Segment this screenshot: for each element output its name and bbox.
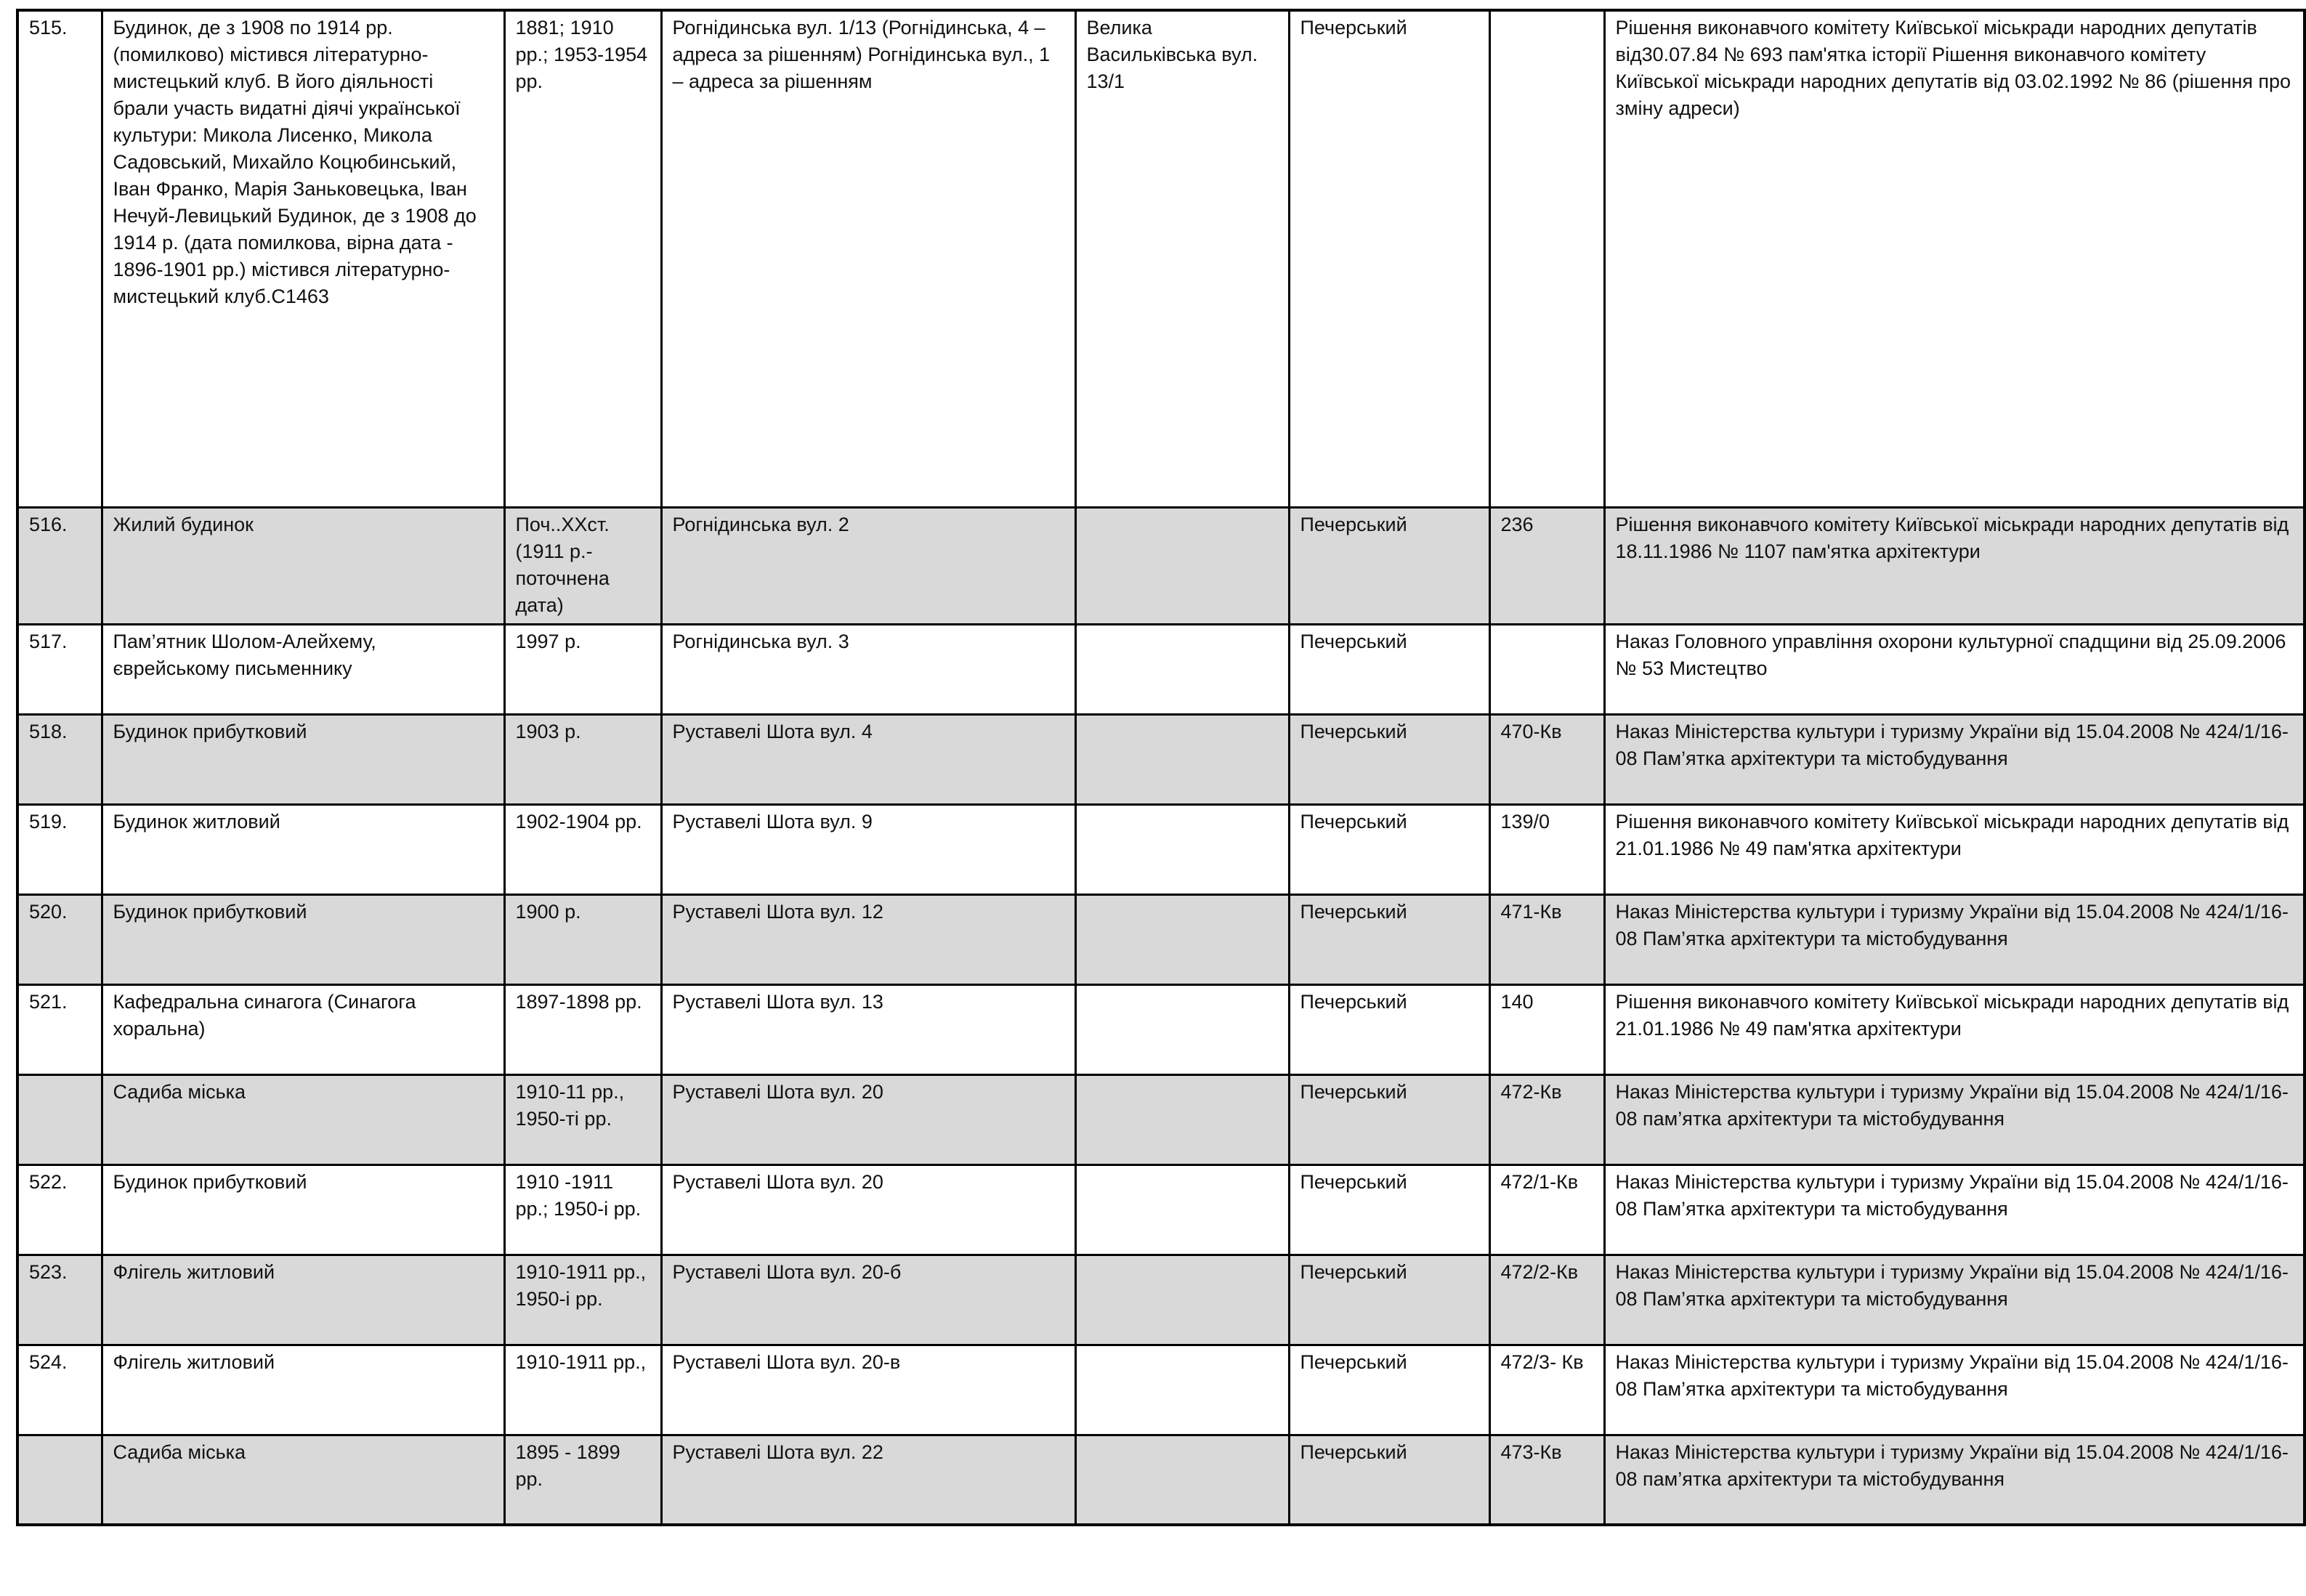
table-body bbox=[17, 10, 2305, 1525]
date-cell: Поч..ХХст. (1911 р.-поточнена дата) bbox=[504, 507, 661, 624]
address-alt-cell bbox=[1075, 507, 1289, 624]
object-name: Будинок житловий bbox=[102, 804, 504, 894]
protection-number-cell: 471-Кв bbox=[1489, 894, 1604, 984]
date-cell: 1910-11 рр., 1950-ті рр. bbox=[504, 1074, 661, 1164]
table-row bbox=[17, 624, 2305, 714]
table-row bbox=[17, 1435, 2305, 1525]
table-row bbox=[17, 984, 2305, 1074]
object-name: Флігель житловий bbox=[102, 1255, 504, 1345]
decision-cell: Наказ Міністерства культури і туризму України від 15.04.2008 № 424/1/16-08 Пам’ятка архітектури та містобудування bbox=[1604, 714, 2305, 804]
protection-number-cell: 472/3- Кв bbox=[1489, 1345, 1604, 1435]
row-number: 519. bbox=[17, 804, 102, 894]
address-alt-cell bbox=[1075, 1074, 1289, 1164]
protection-number-cell: 139/0 bbox=[1489, 804, 1604, 894]
row-number: 520. bbox=[17, 894, 102, 984]
row-number: 521. bbox=[17, 984, 102, 1074]
decision-cell: Рішення виконавчого комітету Київської міськради народних депутатів від 18.11.1986 № 1107 пам'ятка архітектури bbox=[1604, 507, 2305, 624]
district-cell: Печерський bbox=[1289, 1164, 1489, 1255]
address-alt-cell bbox=[1075, 624, 1289, 714]
address-cell: Руставелі Шота вул. 4 bbox=[661, 714, 1075, 804]
object-name: Садиба міська bbox=[102, 1435, 504, 1525]
row-number: 524. bbox=[17, 1345, 102, 1435]
address-cell: Рогнідинська вул. 2 bbox=[661, 507, 1075, 624]
decision-cell: Наказ Міністерства культури і туризму України від 15.04.2008 № 424/1/16-08 Пам’ятка архітектури та містобудування bbox=[1604, 1255, 2305, 1345]
district-cell: Печерський bbox=[1289, 507, 1489, 624]
address-alt-cell bbox=[1075, 1435, 1289, 1525]
address-alt-cell bbox=[1075, 984, 1289, 1074]
date-cell: 1902-1904 рр. bbox=[504, 804, 661, 894]
decision-cell: Наказ Міністерства культури і туризму України від 15.04.2008 № 424/1/16-08 Пам’ятка архітектури та містобудування bbox=[1604, 1164, 2305, 1255]
address-alt-cell: Велика Васильківська вул. 13/1 bbox=[1075, 10, 1289, 507]
date-cell: 1910-1911 рр., 1950-і рр. bbox=[504, 1255, 661, 1345]
address-alt-cell bbox=[1075, 1164, 1289, 1255]
district-cell: Печерський bbox=[1289, 804, 1489, 894]
address-cell: Руставелі Шота вул. 20 bbox=[661, 1164, 1075, 1255]
object-name: Будинок прибутковий bbox=[102, 894, 504, 984]
address-alt-cell bbox=[1075, 714, 1289, 804]
district-cell: Печерський bbox=[1289, 1255, 1489, 1345]
decision-cell: Наказ Міністерства культури і туризму України від 15.04.2008 № 424/1/16-08 пам’ятка архітектури та містобудування bbox=[1604, 1435, 2305, 1525]
object-name: Будинок прибутковий bbox=[102, 1164, 504, 1255]
row-number: 522. bbox=[17, 1164, 102, 1255]
protection-number-cell: 472/1-Кв bbox=[1489, 1164, 1604, 1255]
district-cell: Печерський bbox=[1289, 894, 1489, 984]
row-number bbox=[17, 1435, 102, 1525]
district-cell: Печерський bbox=[1289, 1435, 1489, 1525]
protection-number-cell: 472-Кв bbox=[1489, 1074, 1604, 1164]
row-number: 516. bbox=[17, 507, 102, 624]
district-cell: Печерський bbox=[1289, 1345, 1489, 1435]
monuments-registry-table bbox=[16, 9, 2306, 1526]
date-cell: 1900 р. bbox=[504, 894, 661, 984]
decision-cell: Наказ Головного управління охорони культурної спадщини від 25.09.2006 № 53 Мистецтво bbox=[1604, 624, 2305, 714]
protection-number-cell: 470-Кв bbox=[1489, 714, 1604, 804]
protection-number-cell: 236 bbox=[1489, 507, 1604, 624]
table-row bbox=[17, 10, 2305, 507]
address-cell: Руставелі Шота вул. 22 bbox=[661, 1435, 1075, 1525]
address-cell: Руставелі Шота вул. 9 bbox=[661, 804, 1075, 894]
table-row bbox=[17, 1164, 2305, 1255]
protection-number-cell bbox=[1489, 624, 1604, 714]
object-name: Жилий будинок bbox=[102, 507, 504, 624]
document-page bbox=[16, 9, 2303, 1526]
protection-number-cell: 140 bbox=[1489, 984, 1604, 1074]
table-row bbox=[17, 1074, 2305, 1164]
decision-cell: Рішення виконавчого комітету Київської міськради народних депутатів від 21.01.1986 № 49 пам'ятка архітектури bbox=[1604, 984, 2305, 1074]
table-row bbox=[17, 804, 2305, 894]
decision-cell: Рішення виконавчого комітету Київської міськради народних депутатів від 21.01.1986 № 49 пам'ятка архітектури bbox=[1604, 804, 2305, 894]
protection-number-cell: 473-Кв bbox=[1489, 1435, 1604, 1525]
decision-cell: Наказ Міністерства культури і туризму України від 15.04.2008 № 424/1/16-08 Пам’ятка архітектури та містобудування bbox=[1604, 894, 2305, 984]
district-cell: Печерський bbox=[1289, 1074, 1489, 1164]
address-cell: Руставелі Шота вул. 20-б bbox=[661, 1255, 1075, 1345]
row-number: 517. bbox=[17, 624, 102, 714]
district-cell: Печерський bbox=[1289, 10, 1489, 507]
object-name: Садиба міська bbox=[102, 1074, 504, 1164]
object-name: Будинок, де з 1908 по 1914 рр. (помилково) містився літературно-мистецький клуб. В його діяльності брали участь видатні діячі української культури: Микола Лисенко, Микола Садовський, Михайло Коцюбинський, Іван Франко, Марія Заньковецька, Іван Нечуй-Левицький Будинок, де з 1908 до 1914 р. (дата помилкова, вірна дата - 1896-1901 рр.) містився літературно-мистецький клуб.С1463 bbox=[102, 10, 504, 507]
address-cell: Рогнідинська вул. 1/13 (Рогнідинська, 4 – адреса за рішенням) Рогнідинська вул., 1 – адреса за рішенням bbox=[661, 10, 1075, 507]
address-cell: Руставелі Шота вул. 13 bbox=[661, 984, 1075, 1074]
protection-number-cell bbox=[1489, 10, 1604, 507]
table-row bbox=[17, 894, 2305, 984]
protection-number-cell: 472/2-Кв bbox=[1489, 1255, 1604, 1345]
address-cell: Руставелі Шота вул. 20-в bbox=[661, 1345, 1075, 1435]
object-name: Кафедральна синагога (Синагога хоральна) bbox=[102, 984, 504, 1074]
date-cell: 1903 р. bbox=[504, 714, 661, 804]
table-row bbox=[17, 1345, 2305, 1435]
date-cell: 1897-1898 рр. bbox=[504, 984, 661, 1074]
object-name: Флігель житловий bbox=[102, 1345, 504, 1435]
address-cell: Руставелі Шота вул. 20 bbox=[661, 1074, 1075, 1164]
decision-cell: Рішення виконавчого комітету Київської міськради народних депутатів від30.07.84 № 693 пам'ятка історії Рішення виконавчого комітету Київської міськради народних депутатів від 03.02.1992 № 86 (рішення про зміну адреси) bbox=[1604, 10, 2305, 507]
date-cell: 1895 - 1899 рр. bbox=[504, 1435, 661, 1525]
address-cell: Руставелі Шота вул. 12 bbox=[661, 894, 1075, 984]
address-alt-cell bbox=[1075, 894, 1289, 984]
address-alt-cell bbox=[1075, 1255, 1289, 1345]
date-cell: 1910 -1911 рр.; 1950-і рр. bbox=[504, 1164, 661, 1255]
row-number: 518. bbox=[17, 714, 102, 804]
address-alt-cell bbox=[1075, 1345, 1289, 1435]
object-name: Пам’ятник Шолом-Алейхему, єврейському письменнику bbox=[102, 624, 504, 714]
decision-cell: Наказ Міністерства культури і туризму України від 15.04.2008 № 424/1/16-08 пам’ятка архітектури та містобудування bbox=[1604, 1074, 2305, 1164]
row-number: 523. bbox=[17, 1255, 102, 1345]
date-cell: 1881; 1910 рр.; 1953-1954 рр. bbox=[504, 10, 661, 507]
object-name: Будинок прибутковий bbox=[102, 714, 504, 804]
district-cell: Печерський bbox=[1289, 624, 1489, 714]
table-row bbox=[17, 507, 2305, 624]
address-cell: Рогнідинська вул. 3 bbox=[661, 624, 1075, 714]
table-row bbox=[17, 1255, 2305, 1345]
table-row bbox=[17, 714, 2305, 804]
district-cell: Печерський bbox=[1289, 984, 1489, 1074]
date-cell: 1997 р. bbox=[504, 624, 661, 714]
date-cell: 1910-1911 рр., bbox=[504, 1345, 661, 1435]
district-cell: Печерський bbox=[1289, 714, 1489, 804]
row-number bbox=[17, 1074, 102, 1164]
address-alt-cell bbox=[1075, 804, 1289, 894]
decision-cell: Наказ Міністерства культури і туризму України від 15.04.2008 № 424/1/16-08 Пам’ятка архітектури та містобудування bbox=[1604, 1345, 2305, 1435]
row-number: 515. bbox=[17, 10, 102, 507]
